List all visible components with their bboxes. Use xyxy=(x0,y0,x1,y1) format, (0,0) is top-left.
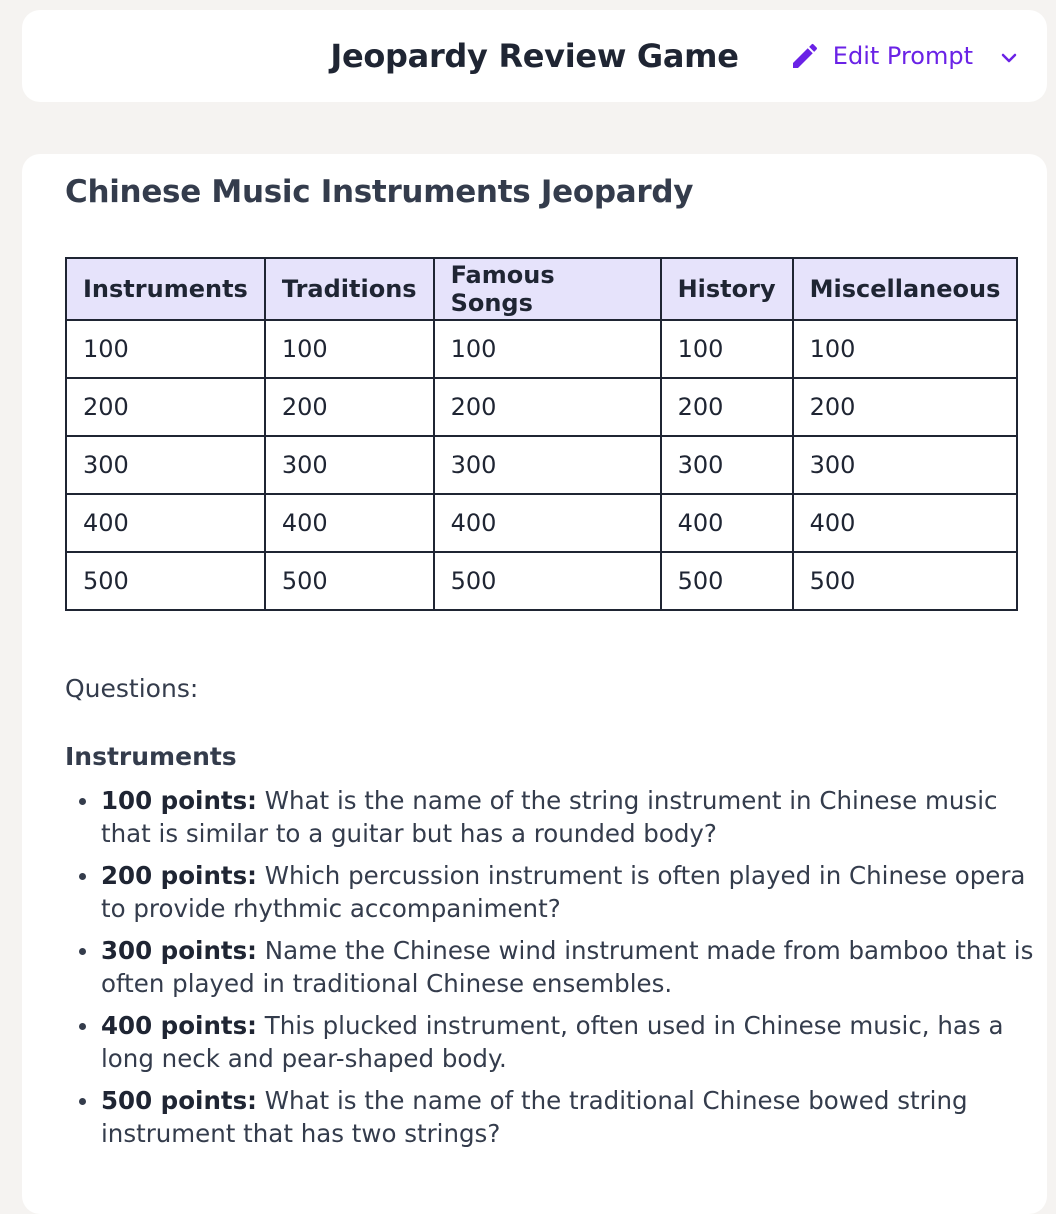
table-cell: 500 xyxy=(434,552,661,610)
edit-prompt-button[interactable] xyxy=(789,36,973,76)
question-text: This plucked instrument, often used in Chinese music, has a long neck and pear-shaped body. xyxy=(101,1011,1004,1073)
question-text: What is the name of the string instrument in Chinese music that is similar to a guitar but has a rounded body? xyxy=(101,786,998,848)
table-cell: 400 xyxy=(661,494,793,552)
table-cell: 500 xyxy=(661,552,793,610)
page-title: Jeopardy Review Game xyxy=(330,37,739,75)
table-row xyxy=(66,378,1017,436)
column-header: Miscellaneous xyxy=(793,258,1018,320)
table-row xyxy=(66,320,1017,378)
category-heading: Instruments xyxy=(65,742,237,771)
list-item xyxy=(101,784,1041,850)
table-cell: 400 xyxy=(793,494,1018,552)
points-label: 100 points: xyxy=(101,786,257,815)
game-title: Chinese Music Instruments Jeopardy xyxy=(65,174,694,210)
table-cell: 100 xyxy=(265,320,434,378)
chevron-down-icon[interactable] xyxy=(997,46,1021,70)
question-list xyxy=(65,784,1041,1159)
table-cell: 500 xyxy=(265,552,434,610)
table-cell: 300 xyxy=(661,436,793,494)
table-cell: 400 xyxy=(434,494,661,552)
table-row xyxy=(66,436,1017,494)
table-row xyxy=(66,494,1017,552)
table-cell: 300 xyxy=(66,436,265,494)
table-cell: 400 xyxy=(265,494,434,552)
table-cell: 500 xyxy=(793,552,1018,610)
column-header: History xyxy=(661,258,793,320)
table-cell: 500 xyxy=(66,552,265,610)
column-header: Instruments xyxy=(66,258,265,320)
table-cell: 200 xyxy=(661,378,793,436)
question-text: What is the name of the traditional Chinese bowed string instrument that has two strings? xyxy=(101,1086,968,1148)
question-text: Which percussion instrument is often played in Chinese opera to provide rhythmic accompaniment? xyxy=(101,861,1026,923)
table-cell: 400 xyxy=(66,494,265,552)
pencil-icon xyxy=(789,40,821,72)
table-cell: 100 xyxy=(434,320,661,378)
list-item xyxy=(101,1084,1041,1150)
header-bar xyxy=(22,10,1047,102)
table-cell: 100 xyxy=(661,320,793,378)
table-cell: 200 xyxy=(66,378,265,436)
table-cell: 200 xyxy=(793,378,1018,436)
points-label: 200 points: xyxy=(101,861,257,890)
table-cell: 200 xyxy=(434,378,661,436)
question-text: Name the Chinese wind instrument made from bamboo that is often played in traditional Chinese ensembles. xyxy=(101,936,1034,998)
table-row xyxy=(66,552,1017,610)
list-item xyxy=(101,1009,1041,1075)
list-item xyxy=(101,859,1041,925)
list-item xyxy=(101,934,1041,1000)
points-label: 300 points: xyxy=(101,936,257,965)
points-label: 500 points: xyxy=(101,1086,257,1115)
points-label: 400 points: xyxy=(101,1011,257,1040)
jeopardy-board xyxy=(65,257,1018,611)
column-header: Traditions xyxy=(265,258,434,320)
table-cell: 100 xyxy=(66,320,265,378)
column-header: Famous Songs xyxy=(434,258,661,320)
table-cell: 300 xyxy=(793,436,1018,494)
table-cell: 300 xyxy=(265,436,434,494)
table-cell: 100 xyxy=(793,320,1018,378)
content-card xyxy=(22,154,1047,1214)
edit-prompt-label: Edit Prompt xyxy=(832,42,973,70)
questions-label: Questions: xyxy=(65,674,199,703)
header-row xyxy=(66,258,1017,320)
table-cell: 200 xyxy=(265,378,434,436)
table-cell: 300 xyxy=(434,436,661,494)
